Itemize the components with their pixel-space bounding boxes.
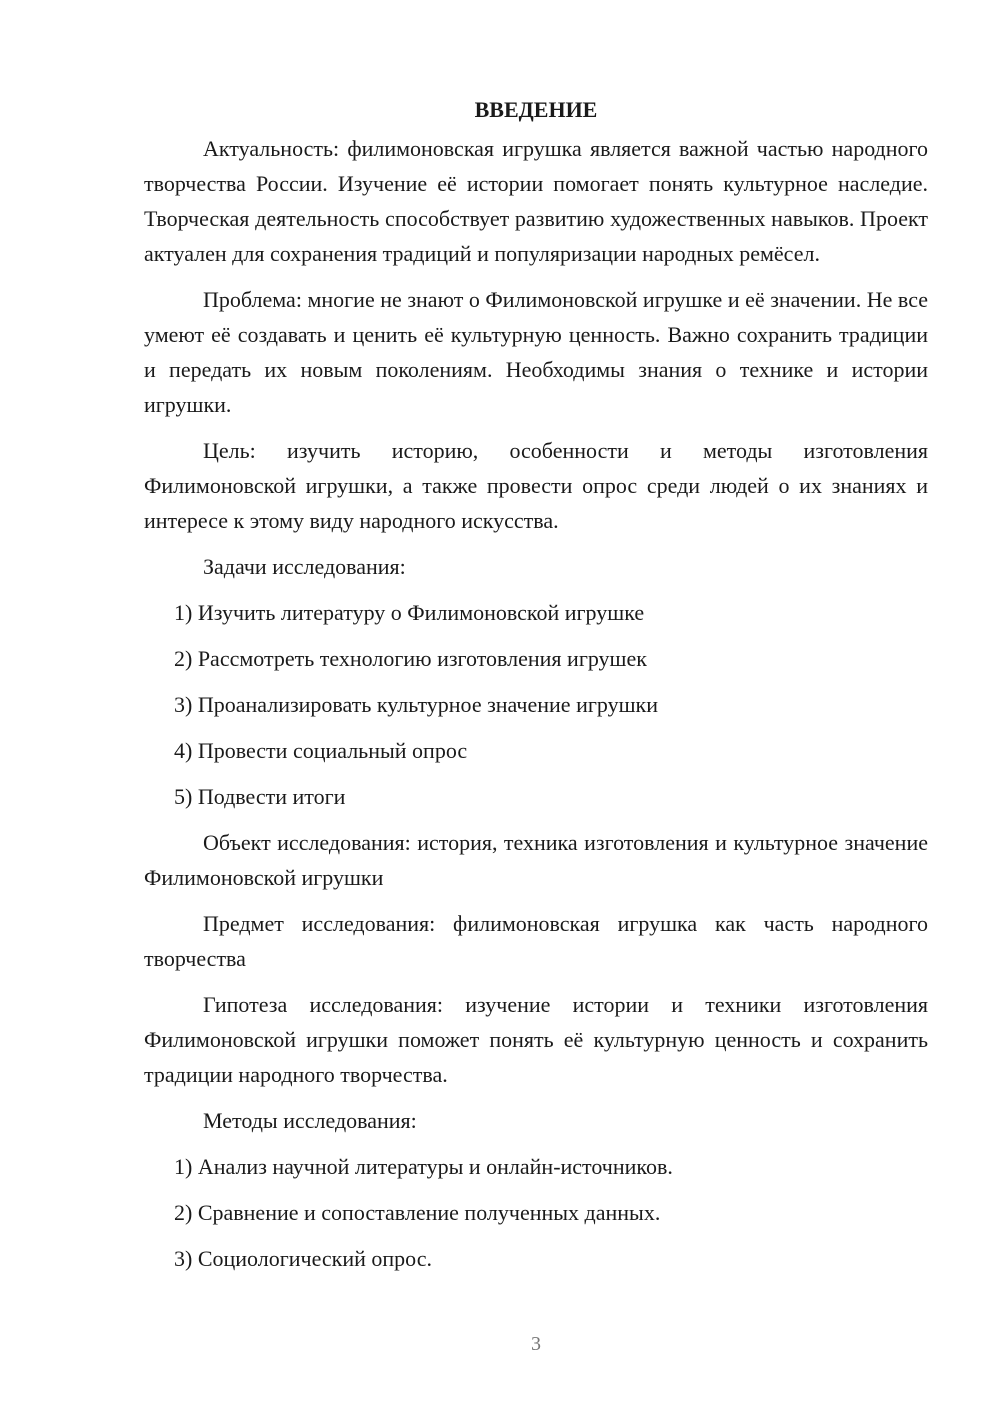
hypothesis-paragraph: Гипотеза исследования: изучение истории и техники изготовления Филимоновской игрушки поможет понять её культурную ценность и сохранить традиции народного творчества. (144, 992, 928, 1087)
methods-heading: Методы исследования: (203, 1108, 417, 1133)
list-item: 3) Проанализировать культурное значение игрушки (174, 692, 658, 717)
list-item: 2) Сравнение и сопоставление полученных данных. (174, 1200, 661, 1225)
object-paragraph: Объект исследования: история, техника изготовления и культурное значение Филимоновской игрушки (144, 830, 928, 890)
relevance-paragraph: Актуальность: филимоновская игрушка является важной частью народного творчества России. Изучение её истории помогает понять культурное наследие. Творческая деятельность способствует развитию художественных навыков. Проект актуален для сохранения традиций и популяризации народных ремёсел. (144, 136, 928, 266)
problem-paragraph: Проблема: многие не знают о Филимоновской игрушке и её значении. Не все умеют её создавать и ценить её культурную ценность. Важно сохранить традиции и передать их новым поколениям. Необходимы знания о технике и истории игрушки. (144, 287, 928, 417)
goal-paragraph: Цель: изучить историю, особенности и методы изготовления Филимоновской игрушки, а также провести опрос среди людей о их знаниях и интересе к этому виду народного искусства. (144, 438, 928, 533)
list-item: 1) Анализ научной литературы и онлайн-источников. (174, 1154, 673, 1179)
page-title: ВВЕДЕНИЕ (474, 97, 598, 122)
list-item: 5) Подвести итоги (174, 784, 346, 809)
list-item: 1) Изучить литературу о Филимоновской игрушке (174, 600, 645, 625)
subject-paragraph: Предмет исследования: филимоновская игрушка как часть народного творчества (144, 911, 928, 971)
list-item: 3) Социологический опрос. (174, 1246, 432, 1271)
document-page (144, 92, 928, 1287)
list-item: 2) Рассмотреть технологию изготовления игрушек (174, 646, 647, 671)
list-item: 4) Провести социальный опрос (174, 738, 468, 763)
methods-list (144, 1149, 928, 1276)
tasks-heading: Задачи исследования: (203, 554, 406, 579)
page-number: 3 (531, 1333, 541, 1355)
tasks-list (144, 595, 928, 814)
